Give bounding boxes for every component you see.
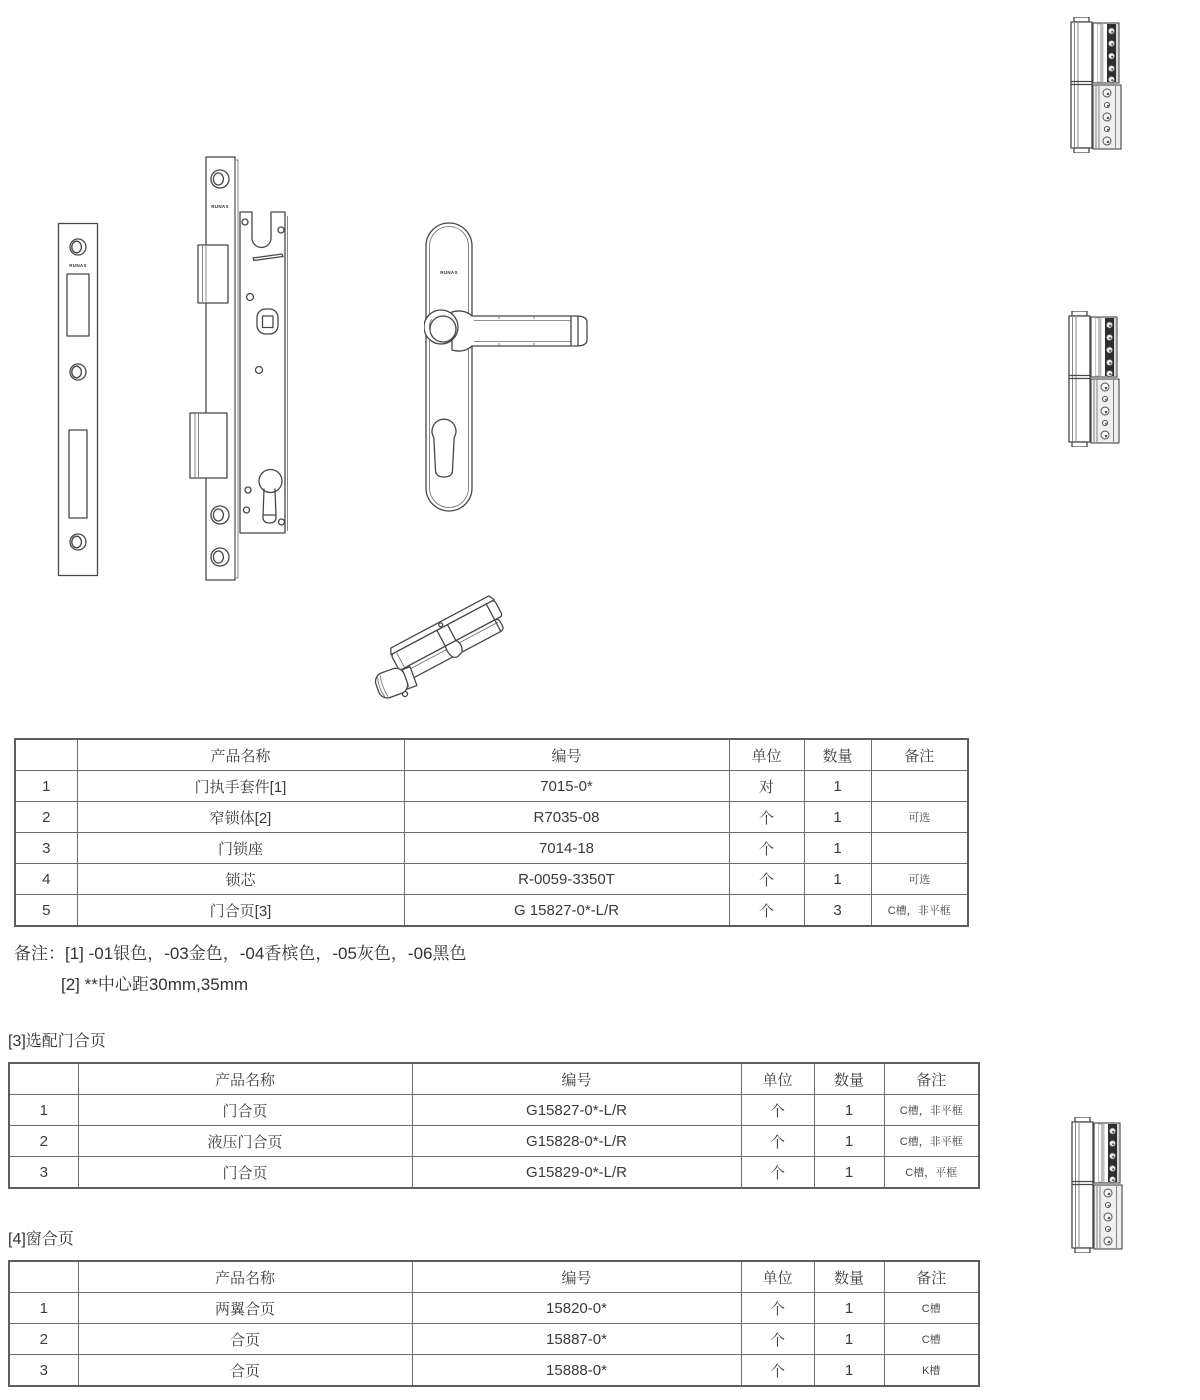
column-header: 单位 <box>729 739 804 771</box>
table-row <box>9 1126 979 1157</box>
handle-backplate <box>426 223 472 511</box>
column-header <box>15 739 77 771</box>
door-hinges-table <box>8 1062 980 1189</box>
table-row <box>15 895 968 927</box>
lock-body-drawing <box>185 150 335 640</box>
table-cell: 液压门合页 <box>78 1126 412 1157</box>
table-cell: C槽，非平框 <box>871 895 968 927</box>
handle-rose <box>424 310 458 344</box>
handle-lever <box>452 311 587 351</box>
table-cell: 15888-0* <box>412 1355 741 1387</box>
table-cell: 个 <box>741 1095 814 1126</box>
table-cell: 1 <box>814 1126 884 1157</box>
table-cell: 门执手套件[1] <box>77 771 404 802</box>
latch-bolt <box>198 245 228 303</box>
row-number-cell: 3 <box>9 1157 78 1189</box>
table-cell <box>871 833 968 864</box>
screw-hole-icon <box>70 364 86 380</box>
table-cell: 个 <box>729 833 804 864</box>
table-cell: 个 <box>729 802 804 833</box>
brand-mark: RUNAS <box>211 204 229 209</box>
row-number-cell: 1 <box>9 1293 78 1324</box>
table-cell: 1 <box>804 864 871 895</box>
table-cell: 个 <box>741 1126 814 1157</box>
table-cell: 锁芯 <box>77 864 404 895</box>
hinge-drawing-2 <box>1068 311 1120 447</box>
hinge-drawing-3 <box>1071 1117 1123 1253</box>
note-line-2: [2] **中心距30mm,35mm <box>61 975 249 994</box>
column-header: 数量 <box>814 1063 884 1095</box>
table-cell: 个 <box>741 1157 814 1189</box>
table-cell: 1 <box>814 1324 884 1355</box>
screw-hole-icon <box>70 534 86 550</box>
table-cell: C槽，非平框 <box>884 1095 979 1126</box>
table-cell: 合页 <box>78 1355 412 1387</box>
table-cell: 15887-0* <box>412 1324 741 1355</box>
cylinder-drawing <box>365 590 580 730</box>
row-number-cell: 3 <box>15 833 77 864</box>
dead-bolt <box>190 413 227 478</box>
row-number-cell: 2 <box>9 1126 78 1157</box>
table-row <box>15 833 968 864</box>
column-header: 数量 <box>804 739 871 771</box>
brand-mark: RUNAS <box>440 270 458 275</box>
table-cell: 个 <box>741 1293 814 1324</box>
table-cell: 两翼合页 <box>78 1293 412 1324</box>
main-parts-table <box>14 738 969 927</box>
table-row <box>15 802 968 833</box>
column-header: 产品名称 <box>78 1261 412 1293</box>
table-cell: 1 <box>804 771 871 802</box>
table-cell: 门合页[3] <box>77 895 404 927</box>
column-header <box>9 1063 78 1095</box>
table-cell: 可选 <box>871 802 968 833</box>
table-cell: G15828-0*-L/R <box>412 1126 741 1157</box>
row-number-cell: 4 <box>15 864 77 895</box>
table-cell: C槽 <box>884 1324 979 1355</box>
table-cell: C槽 <box>884 1293 979 1324</box>
column-header: 数量 <box>814 1261 884 1293</box>
table-cell: 个 <box>729 895 804 927</box>
table-cell: K槽 <box>884 1355 979 1387</box>
table-cell: G 15827-0*-L/R <box>404 895 729 927</box>
latch-cutout <box>67 274 89 336</box>
table-cell: 合页 <box>78 1324 412 1355</box>
row-number-cell: 2 <box>15 802 77 833</box>
column-header: 备注 <box>884 1261 979 1293</box>
bolt-cutout <box>69 430 87 518</box>
table-cell: 可选 <box>871 864 968 895</box>
table-cell: 窄锁体[2] <box>77 802 404 833</box>
table-row <box>9 1293 979 1324</box>
table-cell: 7014-18 <box>404 833 729 864</box>
column-header: 编号 <box>412 1063 741 1095</box>
table-row <box>9 1324 979 1355</box>
brand-mark: RUNAS <box>69 263 87 268</box>
strike-plate-body <box>59 224 98 576</box>
column-header: 备注 <box>884 1063 979 1095</box>
column-header: 编号 <box>412 1261 741 1293</box>
thumbturn-knob <box>373 663 418 700</box>
table-cell: 7015-0* <box>404 771 729 802</box>
table-cell: R7035-08 <box>404 802 729 833</box>
table-row <box>9 1355 979 1387</box>
screw-hole-icon <box>70 239 86 255</box>
table-cell: 门锁座 <box>77 833 404 864</box>
column-header: 产品名称 <box>78 1063 412 1095</box>
column-header: 产品名称 <box>77 739 404 771</box>
table-cell: 对 <box>729 771 804 802</box>
table-cell <box>871 771 968 802</box>
note-line-1: 备注：[1] -01银色，-03金色，-04香槟色，-05灰色，-06黑色 <box>14 944 467 963</box>
lock-case <box>240 212 285 533</box>
row-number-cell: 1 <box>15 771 77 802</box>
table-cell: 个 <box>729 864 804 895</box>
window-hinges-table <box>8 1260 980 1387</box>
notes-block <box>14 938 466 1000</box>
table-cell: 个 <box>741 1355 814 1387</box>
table-cell: C槽，平框 <box>884 1157 979 1189</box>
column-header: 单位 <box>741 1063 814 1095</box>
table-cell: 门合页 <box>78 1157 412 1189</box>
column-header <box>9 1261 78 1293</box>
door-handle-drawing <box>424 221 596 516</box>
lock-faceplate <box>206 157 235 580</box>
row-number-cell: 5 <box>15 895 77 927</box>
table-cell: 1 <box>804 833 871 864</box>
table-cell: 门合页 <box>78 1095 412 1126</box>
table-row <box>9 1095 979 1126</box>
table-cell: 1 <box>804 802 871 833</box>
table-cell: 1 <box>814 1157 884 1189</box>
row-number-cell: 2 <box>9 1324 78 1355</box>
table-cell: 15820-0* <box>412 1293 741 1324</box>
header-row <box>15 739 968 771</box>
table-cell: 1 <box>814 1355 884 1387</box>
table-row <box>9 1157 979 1189</box>
hinge-drawing-1 <box>1070 17 1122 153</box>
row-number-cell: 1 <box>9 1095 78 1126</box>
table-cell: 3 <box>804 895 871 927</box>
table-row <box>15 864 968 895</box>
column-header: 单位 <box>741 1261 814 1293</box>
header-row <box>9 1261 979 1293</box>
door-hinges-section-label: [3]选配门合页 <box>8 1033 106 1050</box>
table-cell: 1 <box>814 1095 884 1126</box>
table-cell: 1 <box>814 1293 884 1324</box>
column-header: 编号 <box>404 739 729 771</box>
window-hinges-section-label: [4]窗合页 <box>8 1231 74 1248</box>
table-cell: G15829-0*-L/R <box>412 1157 741 1189</box>
strike-plate-drawing <box>57 222 99 577</box>
column-header: 备注 <box>871 739 968 771</box>
row-number-cell: 3 <box>9 1355 78 1387</box>
table-cell: R-0059-3350T <box>404 864 729 895</box>
table-cell: G15827-0*-L/R <box>412 1095 741 1126</box>
table-row <box>15 771 968 802</box>
table-cell: C槽，非平框 <box>884 1126 979 1157</box>
header-row <box>9 1063 979 1095</box>
table-cell: 个 <box>741 1324 814 1355</box>
